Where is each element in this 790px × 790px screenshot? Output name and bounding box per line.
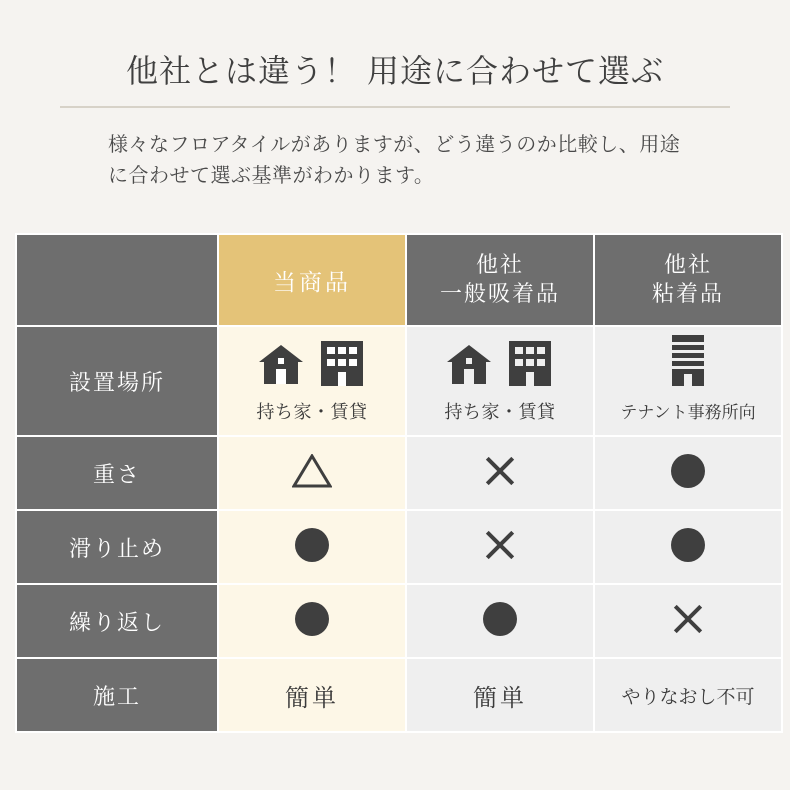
- caption-adhesive-place: テナント事務所向: [620, 403, 756, 422]
- row-label-installation: 施工: [17, 659, 217, 731]
- row-label-place: 設置場所: [17, 327, 217, 435]
- header-cell-other-adhesive: [595, 235, 781, 325]
- cell-own-antislip: [219, 511, 405, 583]
- cell-other-suction-place: [407, 327, 593, 435]
- cell-suction-weight: [407, 437, 593, 509]
- header-other-suction-line1: 他社: [475, 252, 524, 278]
- cell-suction-installation-text: 簡単: [473, 684, 527, 712]
- cross-mark-icon: [482, 527, 518, 563]
- cell-suction-antislip: [407, 511, 593, 583]
- table-row: [17, 659, 781, 731]
- table-header-row: [17, 235, 781, 325]
- house-icon: [258, 342, 304, 391]
- caption-own-place: 持ち家・賃貸: [256, 401, 368, 422]
- cell-adhesive-installation-text: やりなおし不可: [621, 686, 755, 708]
- heading-section: [0, 0, 790, 192]
- cell-own-installation-text: 簡単: [285, 684, 339, 712]
- cross-mark-icon: [482, 453, 518, 489]
- building-icon: [668, 334, 708, 391]
- header-cell-own: 当商品: [219, 235, 405, 325]
- icon-group-adhesive-place: [595, 339, 781, 391]
- circle-mark-icon: [671, 528, 705, 562]
- cross-mark-icon: [670, 601, 706, 637]
- icon-group-own-place: [219, 339, 405, 391]
- building-icon: [506, 338, 554, 391]
- building-icon: [318, 338, 366, 391]
- cell-adhesive-weight: [595, 437, 781, 509]
- row-label-antislip: 滑り止め: [17, 511, 217, 583]
- header-cell-other-suction: [407, 235, 593, 325]
- triangle-mark-icon: [292, 475, 332, 492]
- cell-own-reusable: [219, 585, 405, 657]
- cell-own-place: [219, 327, 405, 435]
- cell-own-weight: [219, 437, 405, 509]
- cell-adhesive-installation: [595, 659, 781, 731]
- header-cell-blank: [17, 235, 217, 325]
- circle-mark-icon: [295, 602, 329, 636]
- header-other-adhesive-line1: 他社: [663, 252, 712, 278]
- page-title: 他社とは違う！ 用途に合わせて選ぶ: [60, 46, 730, 108]
- cell-adhesive-reusable: [595, 585, 781, 657]
- header-other-suction-line2: 一般吸着品: [439, 281, 560, 306]
- comparison-table-wrap: [15, 233, 775, 733]
- header-other-adhesive-line2: 粘着品: [651, 281, 724, 306]
- table-row: [17, 327, 781, 435]
- table-row: [17, 437, 781, 509]
- circle-mark-icon: [295, 528, 329, 562]
- lead-paragraph: 様々なフロアタイルがありますが、どう違うのか比較し、用途に合わせて選ぶ基準がわかります。: [108, 134, 681, 187]
- cell-suction-installation: [407, 659, 593, 731]
- icon-group-suction-place: [407, 339, 593, 391]
- cell-suction-reusable: [407, 585, 593, 657]
- house-icon: [446, 342, 492, 391]
- cell-other-adhesive-place: [595, 327, 781, 435]
- circle-mark-icon: [671, 454, 705, 488]
- circle-mark-icon: [483, 602, 517, 636]
- comparison-table: [15, 233, 783, 733]
- table-row: [17, 585, 781, 657]
- caption-suction-place: 持ち家・賃貸: [444, 401, 556, 422]
- row-label-reusable: 繰り返し: [17, 585, 217, 657]
- table-row: [17, 511, 781, 583]
- row-label-weight: 重さ: [17, 437, 217, 509]
- cell-adhesive-antislip: [595, 511, 781, 583]
- cell-own-installation: [219, 659, 405, 731]
